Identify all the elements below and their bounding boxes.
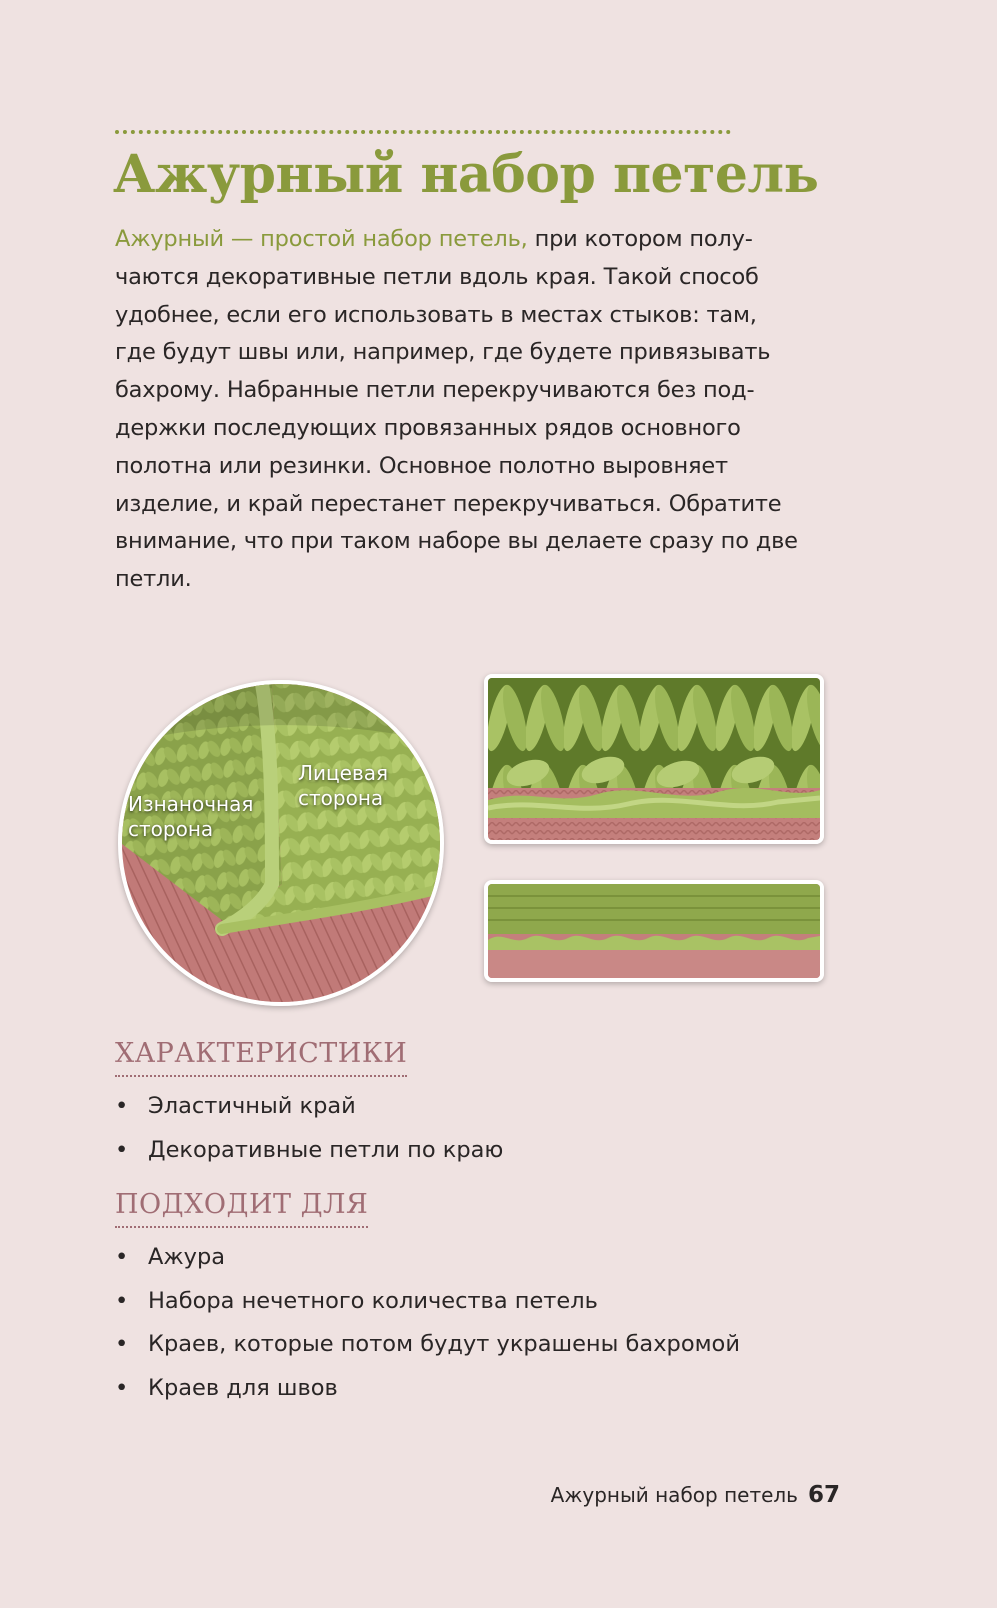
cast-on-edge-photo [484,674,824,844]
edge-side-view-illustration [488,884,820,978]
list-item-text: Краев для швов [148,1374,338,1401]
page-footer [551,1480,840,1510]
list-item [115,1367,740,1411]
right-side-label-line: сторона [298,786,384,810]
list-item-text: Набора нечетного количества петель [148,1287,598,1314]
bullet: • [115,1136,129,1163]
intro-line: чаются декоративные петли вдоль края. Такой способ [115,263,759,290]
list-item [115,1085,503,1129]
list-item [115,1236,740,1280]
edge-side-view-photo [484,880,824,982]
bullet: • [115,1374,129,1401]
list-item-text: Декоративные петли по краю [148,1136,504,1163]
bullet: • [115,1093,129,1119]
intro-line: удобнее, если его использовать в местах стыков: там, [115,301,757,328]
page-title: Ажурный набор петель [113,144,819,205]
suitable-for-heading: ПОДХОДИТ ДЛЯ [115,1188,368,1228]
bullet: • [115,1287,129,1314]
running-title: Ажурный набор петель [550,1483,798,1507]
intro-line [115,221,835,259]
right-side-label-line: Лицевая [298,761,389,785]
cast-on-edge-illustration [488,678,820,840]
intro-line: изделие, и край перестанет перекручиваться. Обратите [115,490,782,517]
list-item [115,1129,503,1173]
list-item-text: Ажура [148,1244,226,1270]
intro-line: держки последующих провязанных рядов основного [115,414,741,441]
intro-line: полотна или резинки. Основное полотно выровняет [115,452,728,479]
intro-line: где будут швы или, например, где будете привязывать [115,339,771,366]
list-item-text: Эластичный край [148,1093,356,1119]
bullet: • [115,1331,129,1357]
list-item [115,1323,740,1367]
wrong-side-label [128,792,253,842]
wrong-side-label-line: Изнаночная [128,792,254,816]
list-item-text: Краев, которые потом будут украшены бахромой [148,1331,740,1357]
right-side-label [298,761,388,811]
wrong-side-label-line: сторона [128,817,214,841]
intro-lead: Ажурный — простой набор петель, [115,226,528,252]
intro-line: бахрому. Набранные петли перекручиваются без под- [115,377,755,404]
characteristics-heading: ХАРАКТЕРИСТИКИ [115,1037,407,1077]
intro-line-rest: при котором полу- [527,226,753,252]
title-dotted-rule [115,130,731,134]
list-item [115,1280,740,1324]
characteristics-list [115,1085,503,1172]
suitable-for-list [115,1236,740,1410]
intro-line: внимание, что при таком наборе вы делаете сразу по две [115,528,798,555]
page-number: 67 [807,1482,840,1508]
knit-closeup-photo [118,680,444,1006]
knit-closeup-illustration [122,684,440,1002]
intro-paragraph [115,221,835,599]
bullet: • [115,1244,129,1270]
intro-line: петли. [115,566,192,593]
